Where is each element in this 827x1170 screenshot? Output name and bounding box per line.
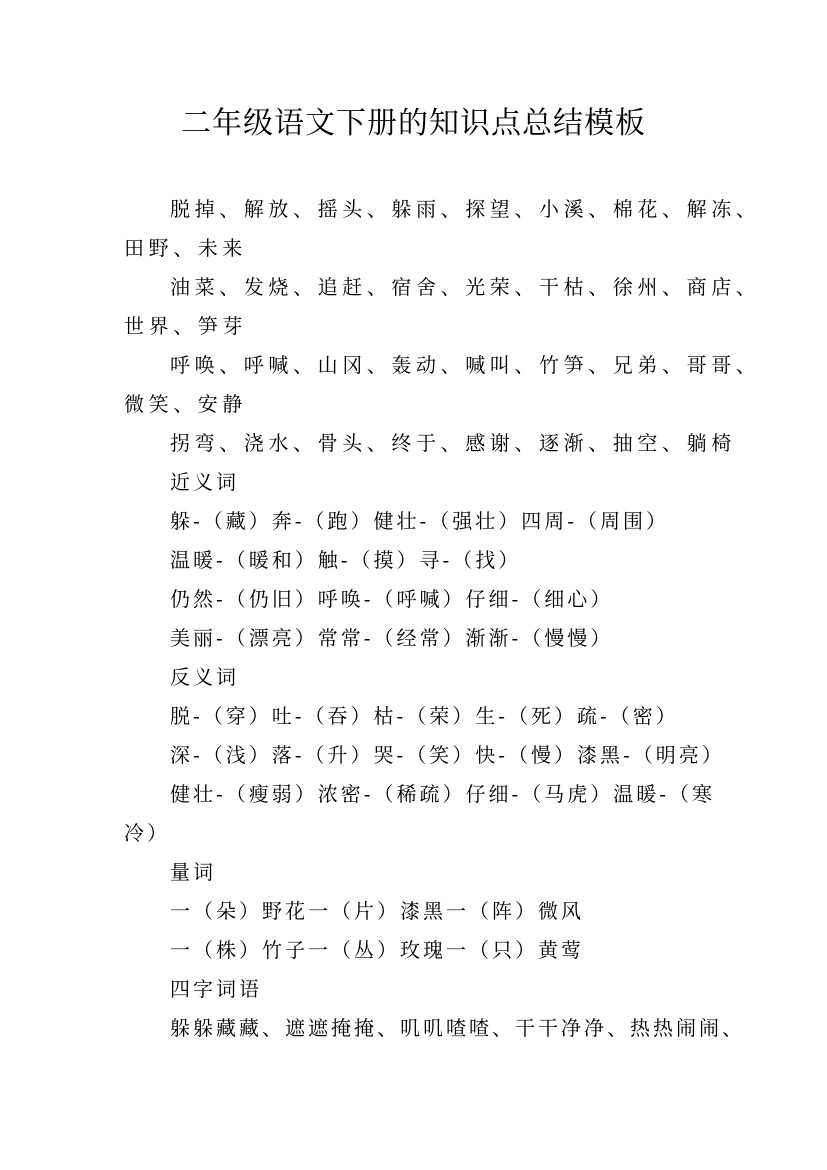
document-title: 二年级语文下册的知识点总结模板 [181, 106, 646, 141]
antonym-line-3: 健壮-（瘦弱）浓密-（稀疏）仔细-（马虎）温暖-（寒 [170, 782, 716, 806]
synonym-line-2: 温暖-（暖和）触-（摸）寻-（找） [170, 548, 522, 572]
vocab-line-3: 呼唤、呼喊、山冈、轰动、喊叫、竹笋、兄弟、哥哥、 [170, 353, 761, 377]
section-heading-synonyms: 近义词 [170, 470, 239, 494]
synonym-line-4: 美丽-（漂亮）常常-（经常）渐渐-（慢慢） [170, 626, 614, 650]
measure-word-line-2: 一（株）竹子一（丛）玫瑰一（只）黄莺 [170, 938, 584, 962]
vocab-line-2: 油菜、发烧、追赶、宿舍、光荣、干枯、徐州、商店、 [170, 275, 761, 299]
vocab-line-2-cont: 世界、笋芽 [124, 314, 247, 338]
section-heading-measure-words: 量词 [170, 860, 216, 884]
vocab-line-4: 拐弯、浇水、骨头、终于、感谢、逐渐、抽空、躺椅 [170, 431, 736, 455]
synonym-line-3: 仍然-（仍旧）呼唤-（呼喊）仔细-（细心） [170, 587, 614, 611]
measure-word-line-1: 一（朵）野花一（片）漆黑一（阵）微风 [170, 899, 584, 923]
antonym-line-3-cont: 冷） [124, 821, 170, 845]
section-heading-four-char-words: 四字词语 [170, 977, 262, 1001]
document-body [124, 190, 761, 1048]
vocab-line-1-cont: 田野、未来 [124, 236, 247, 260]
vocab-line-3-cont: 微笑、安静 [124, 392, 247, 416]
antonym-line-1: 脱-（穿）吐-（吞）枯-（荣）生-（死）疏-（密） [170, 704, 679, 728]
antonym-line-2: 深-（浅）落-（升）哭-（笑）快-（慢）漆黑-（明亮） [170, 743, 725, 767]
section-heading-antonyms: 反义词 [170, 665, 239, 689]
four-char-words-line-1: 躲躲藏藏、遮遮掩掩、叽叽喳喳、干干净净、热热闹闹、 [170, 1016, 745, 1040]
vocab-line-1: 脱掉、解放、摇头、躲雨、探望、小溪、棉花、解冻、 [170, 197, 761, 221]
synonym-line-1: 躲-（藏）奔-（跑）健壮-（强壮）四周-（周围） [170, 509, 670, 533]
